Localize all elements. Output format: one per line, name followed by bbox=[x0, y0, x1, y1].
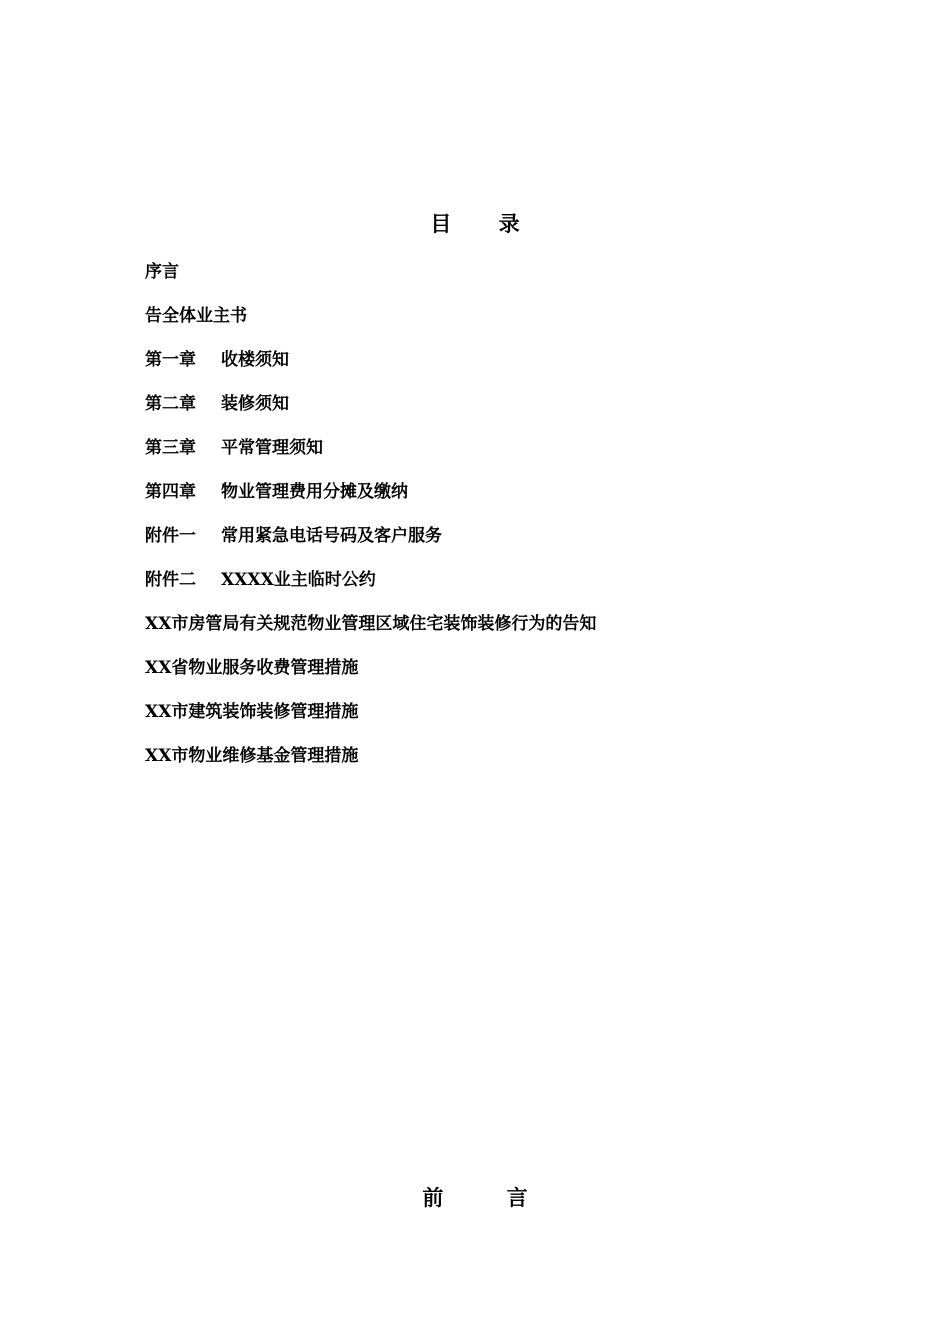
toc-item-appendix-2[interactable] bbox=[145, 566, 596, 610]
toc-item-chapter-1[interactable] bbox=[145, 346, 596, 390]
toc-list bbox=[145, 258, 596, 786]
toc-title: 目 录 bbox=[430, 211, 540, 236]
toc-item-number: 第二章 bbox=[145, 394, 196, 414]
toc-item-provincial-fee-measures[interactable] bbox=[145, 654, 596, 698]
toc-item-number: 第三章 bbox=[145, 438, 196, 458]
toc-item-housing-bureau-notice[interactable] bbox=[145, 610, 596, 654]
toc-item-label: 收楼须知 bbox=[221, 350, 289, 370]
toc-item-label: XX市物业维修基金管理措施 bbox=[145, 746, 359, 766]
toc-item-chapter-3[interactable] bbox=[145, 434, 596, 478]
toc-item-label: XX市建筑装饰装修管理措施 bbox=[145, 702, 359, 722]
toc-item-label: 物业管理费用分摊及缴纳 bbox=[221, 482, 408, 502]
toc-item-city-decoration-measures[interactable] bbox=[145, 698, 596, 742]
toc-item-label: 告全体业主书 bbox=[145, 306, 247, 326]
toc-item-chapter-4[interactable] bbox=[145, 478, 596, 522]
toc-item-label: XX省物业服务收费管理措施 bbox=[145, 658, 359, 678]
toc-item-number: 第四章 bbox=[145, 482, 196, 502]
toc-item-number: 附件二 bbox=[145, 570, 196, 590]
toc-item-label: XXXX业主临时公约 bbox=[221, 570, 376, 590]
preface-title: 前 言 bbox=[422, 1185, 556, 1210]
toc-item-appendix-1[interactable] bbox=[145, 522, 596, 566]
toc-item-chapter-2[interactable] bbox=[145, 390, 596, 434]
toc-item-label: 常用紧急电话号码及客户服务 bbox=[221, 526, 442, 546]
toc-item-label: 序言 bbox=[145, 262, 179, 282]
toc-item-label: 平常管理须知 bbox=[221, 438, 323, 458]
toc-item-number: 第一章 bbox=[145, 350, 196, 370]
toc-item-maintenance-fund-measures[interactable] bbox=[145, 742, 596, 786]
toc-item-label: XX市房管局有关规范物业管理区域住宅装饰装修行为的告知 bbox=[145, 614, 597, 634]
toc-item-number: 附件一 bbox=[145, 526, 196, 546]
toc-item-preface[interactable] bbox=[145, 258, 596, 302]
toc-item-letter-to-owners[interactable] bbox=[145, 302, 596, 346]
toc-item-label: 装修须知 bbox=[221, 394, 289, 414]
